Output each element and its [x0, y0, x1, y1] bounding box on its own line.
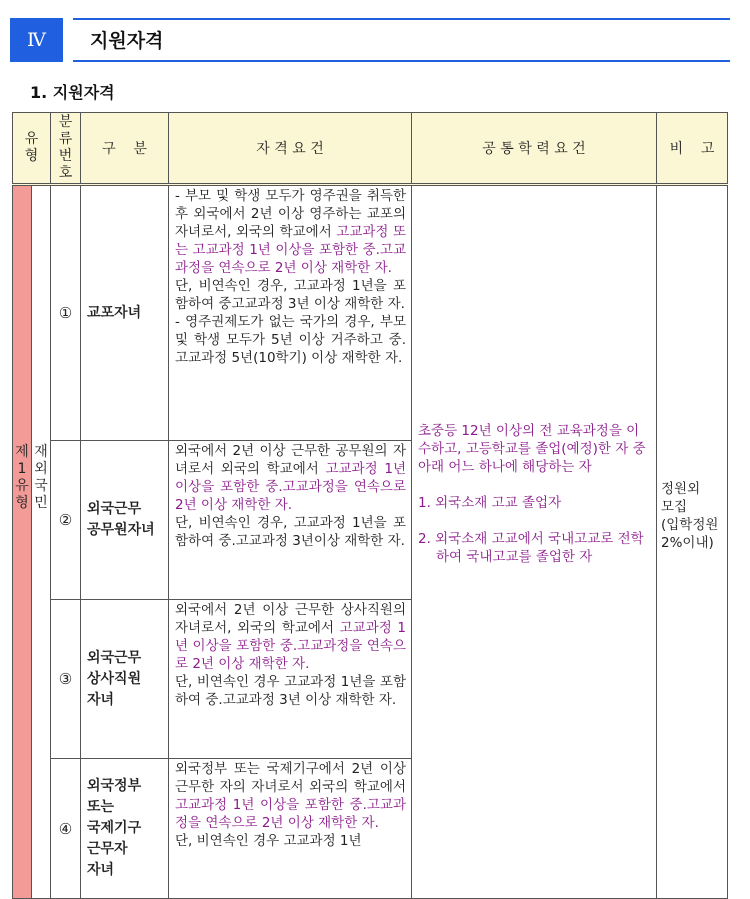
category-line: 자녀 — [87, 691, 115, 708]
row-category — [81, 185, 169, 441]
common-requirements — [412, 185, 657, 899]
requirement-text: 외국정부 또는 국제기구에서 2년 이상 근무한 자의 자녀로서 외국의 학교에서 — [175, 761, 406, 795]
requirement-highlight: 고교과정 또는 고교과정 1년 이상을 포함한 중.고교과정을 연속으로 2년 이상 재학한 자. — [175, 224, 406, 276]
requirement-note: 단, 비연속인 경우, 고교과정 1년을 포함하여 중.고교과정 3년이상 재학한 자. — [175, 515, 406, 549]
type-label-char: 민 — [34, 495, 48, 511]
type-label-1 — [13, 185, 32, 899]
category-line: 공무원자녀 — [87, 522, 155, 538]
requirement-note: 단, 비연속인 경우, 고교과정 1년을 포함하여 중고교과정 3년 이상 재학한 자. — [175, 278, 406, 312]
requirement-note: 단, 비연속인 경우 고교과정 1년을 포함하여 중.고교과정 3년 이상 재학한 자. — [175, 674, 406, 708]
table-header-row — [13, 113, 728, 185]
row-requirements — [169, 441, 412, 600]
header-note: 비 고 — [657, 113, 728, 185]
row-requirements — [169, 185, 412, 441]
requirement-text: 외국에서 2년 이상 근무한 상사직원의 자녀로서, 외국의 학교에서 — [175, 602, 406, 636]
header-category: 구 분 — [81, 113, 169, 185]
header-class-char: 분 — [58, 114, 73, 130]
row-category — [81, 441, 169, 600]
header-type — [13, 113, 51, 185]
row-number: ① — [51, 185, 81, 441]
row-category — [81, 759, 169, 899]
category-line: 상사직원 — [87, 670, 142, 687]
category-line: 외국근무 — [87, 649, 142, 666]
type-label-char: 재 — [34, 444, 48, 460]
type-label-char: 유 — [15, 478, 29, 494]
header-common: 공 통 학 력 요 건 — [412, 113, 657, 185]
category-line: 외국정부 — [87, 778, 142, 794]
section-rule-top — [73, 18, 730, 20]
requirement-text: - 부모 및 학생 모두가 영주권을 취득한 후 외국에서 2년 이상 영주하는 교포의 자녀로서, 외국의 학교에서 — [175, 188, 406, 240]
requirement-paragraph — [175, 187, 406, 277]
type-label-char: 1 — [17, 461, 27, 477]
note-cell — [657, 185, 728, 899]
header-type-char: 형 — [24, 148, 39, 164]
header-class-number — [51, 113, 81, 185]
row-requirements — [169, 759, 412, 899]
requirement-note: - 영주권제도가 없는 국가의 경우, 부모 및 학생 모두가 5년 이상 거주하고 중.고교과정 5년(10학기) 이상 재학한 자. — [175, 314, 406, 366]
requirement-highlight: 고교과정 1년 이상을 포함한 중.고교과정을 연속으로 2년 이상 재학한 자. — [175, 461, 406, 513]
note-line: 2%이내) — [661, 535, 714, 551]
note-line: 정원외 — [661, 481, 701, 497]
type-label-2 — [32, 185, 51, 899]
header-class-char: 번 — [58, 148, 73, 164]
common-item-1: 1. 외국소재 고교 졸업자 — [418, 495, 562, 511]
row-number: ③ — [51, 600, 81, 759]
header-class-char: 류 — [58, 131, 73, 147]
header-type-char: 유 — [24, 131, 39, 147]
requirement-paragraph — [175, 760, 406, 832]
category-line: 근무자 — [87, 841, 128, 857]
common-item-2: 2. 외국소재 고교에서 국내고교로 전학하여 국내고교를 졸업한 자 — [418, 531, 644, 565]
category-line: 교포자녀 — [87, 304, 142, 321]
table-row — [13, 185, 728, 441]
category-line: 외국근무 — [87, 501, 142, 517]
row-number: ② — [51, 441, 81, 600]
common-intro: 초중등 12년 이상의 전 교육과정을 이수하고, 고등학교를 졸업(예정)한 자 중 아래 어느 하나에 해당하는 자 — [418, 423, 646, 475]
type-label-char: 형 — [15, 495, 29, 511]
note-line: (입학정원 — [661, 517, 719, 533]
requirement-highlight: 고교과정 1년 이상을 포함한 중.고교과정을 연속으로 2년 이상 재학한 자. — [175, 797, 406, 831]
type-label-char: 제 — [15, 444, 29, 460]
section-rule-bottom — [73, 60, 730, 62]
header-requirements: 자 격 요 건 — [169, 113, 412, 185]
category-line: 또는 — [87, 799, 115, 815]
requirement-text: 외국에서 2년 이상 근무한 공무원의 자녀로서 외국의 학교에서 — [175, 443, 406, 477]
requirement-note: 단, 비연속인 경우 고교과정 1년 — [175, 833, 362, 849]
requirement-highlight: 고교과정 1년 이상을 포함한 중.고교과정을 연속으로 2년 이상 재학한 자. — [175, 620, 407, 672]
requirement-paragraph — [175, 601, 406, 673]
category-line: 국제기구 — [87, 820, 142, 836]
header-class-char: 호 — [58, 165, 73, 181]
type-label-char: 국 — [34, 478, 48, 494]
section-title: 지원자격 — [90, 30, 164, 52]
row-category — [81, 600, 169, 759]
category-line: 자녀 — [87, 862, 115, 878]
requirement-paragraph — [175, 442, 406, 514]
section-header — [10, 18, 730, 62]
section-number: Ⅳ — [10, 18, 63, 62]
row-requirements — [169, 600, 412, 759]
type-label-char: 외 — [34, 461, 48, 477]
note-line: 모집 — [661, 499, 688, 515]
subsection-title: 1. 지원자격 — [30, 83, 115, 102]
row-number: ④ — [51, 759, 81, 899]
eligibility-table — [12, 112, 727, 899]
